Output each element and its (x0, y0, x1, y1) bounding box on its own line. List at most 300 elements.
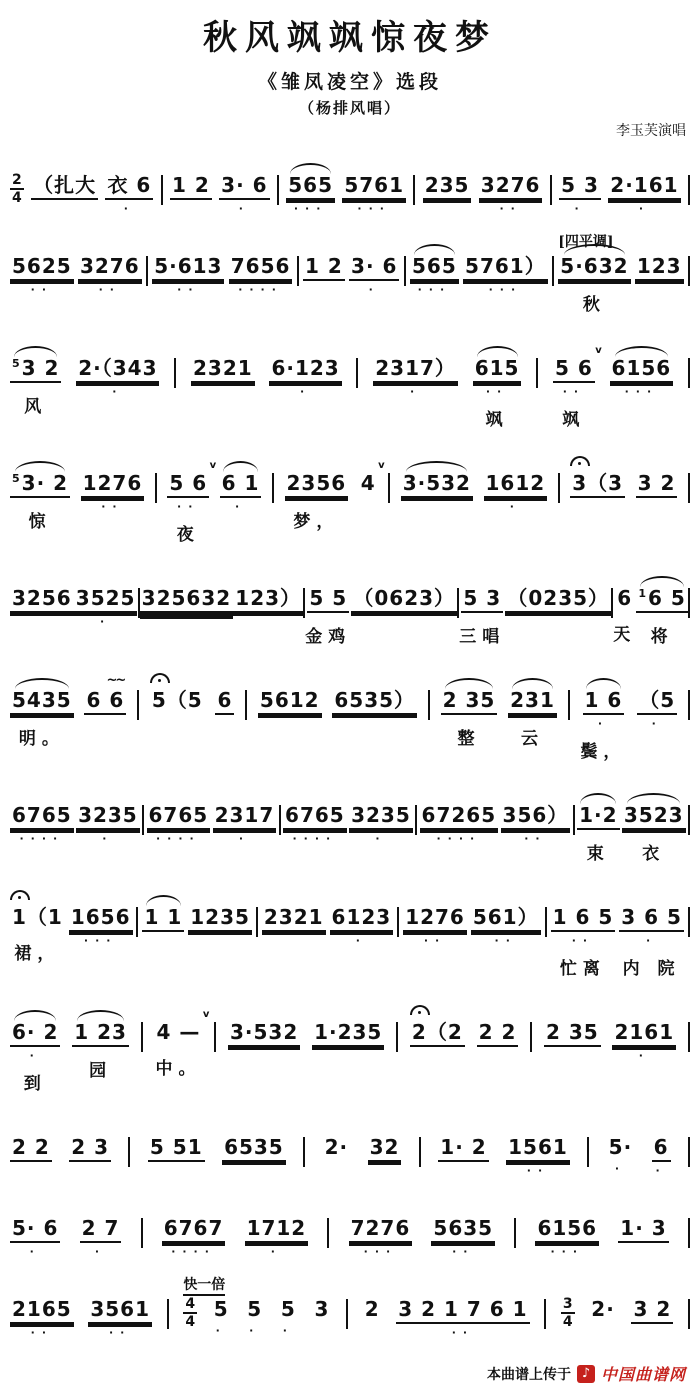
breath-mark: v (595, 345, 603, 356)
slur-arc (477, 346, 518, 357)
note-token: 6765 (10, 804, 74, 830)
note-token: 1· 3 (618, 1217, 668, 1243)
barline (688, 1218, 690, 1248)
note-cell (245, 1217, 309, 1256)
note-cell (215, 689, 234, 715)
score-line (8, 1136, 692, 1175)
note-token: 6· 2 (10, 1021, 60, 1047)
barline (245, 690, 247, 720)
slur-arc (15, 461, 65, 472)
barline (536, 358, 538, 388)
score-line (8, 174, 692, 213)
note-cell (88, 1298, 152, 1337)
note-token: 6767 (162, 1217, 226, 1243)
note-token: 1276 (81, 472, 145, 498)
note-token: 5·613 (152, 255, 224, 281)
note-token: 3523 (622, 804, 686, 830)
note-cell (76, 804, 140, 843)
barline (428, 690, 430, 720)
octave-dots: · (574, 202, 586, 215)
note-token: 1612 (484, 472, 548, 498)
score-line (8, 673, 692, 762)
note-token: 5 3 (461, 587, 503, 613)
octave-dots: ·· (177, 283, 200, 296)
breath-mark: v (209, 460, 218, 471)
note-token: 5· 6 (10, 1217, 60, 1243)
octave-dots: ···· (19, 832, 65, 845)
note-cell (69, 1136, 111, 1162)
note-cell (558, 234, 630, 315)
lyric-text: 秋 (582, 295, 606, 315)
octave-dots: ···· (171, 1245, 216, 1258)
note-token: 6765 (283, 804, 347, 830)
octave-dots: ··· (624, 385, 659, 398)
note-cell (312, 1298, 331, 1322)
slur-arc (77, 1010, 125, 1021)
octave-dots: ··· (293, 202, 328, 215)
barline (141, 1022, 143, 1052)
note-token: （5 (637, 689, 677, 715)
note-token: $^5$3· 2 (10, 472, 70, 498)
note-cell (561, 1298, 575, 1330)
note-cell (501, 804, 571, 843)
note-cell (170, 174, 212, 200)
octave-dots: · (94, 1245, 107, 1258)
time-signature-bottom: 4 (185, 1314, 196, 1330)
note-cell (479, 174, 543, 213)
note-token: 1 1 (142, 906, 184, 932)
note-cell (10, 255, 74, 294)
lyric-text: 惊 (28, 512, 52, 532)
lyric-text: 整 (457, 729, 481, 749)
note-token: 3276 (479, 174, 543, 200)
score-line (8, 1217, 692, 1256)
barline (688, 907, 690, 937)
slur-arc (580, 793, 616, 804)
trill-mark: ~~ (106, 673, 125, 688)
octave-dots: ···· (238, 283, 283, 296)
octave-dots: ···· (155, 832, 201, 845)
performer-credit: 李玉芙演唱 (616, 123, 686, 139)
slur-arc (290, 163, 331, 174)
note-cell (81, 472, 145, 511)
octave-dots: · (638, 1049, 650, 1062)
lyric-text: 到 (23, 1074, 47, 1094)
note-cell (76, 357, 159, 396)
note-cell (551, 906, 616, 979)
note-token: 565 (410, 255, 459, 281)
octave-dots: ··· (83, 934, 118, 947)
note-token: 3 2 (631, 1298, 673, 1324)
barline (396, 1022, 398, 1052)
note-cell (10, 689, 74, 749)
barline (587, 1137, 589, 1167)
score-line (8, 587, 692, 647)
note-cell (269, 357, 341, 396)
note-token: 6 (617, 586, 633, 610)
note-cell (580, 689, 626, 762)
octave-dots: · (409, 385, 422, 398)
barline (552, 256, 554, 286)
barline (545, 907, 547, 937)
note-cell (305, 587, 351, 647)
barline (327, 1218, 329, 1248)
note-cell (577, 804, 619, 864)
octave-dots: · (299, 385, 312, 398)
slur-arc (14, 346, 57, 357)
time-signature (10, 172, 24, 206)
note-token: 5 (247, 1297, 263, 1321)
note-token: 2165 (10, 1298, 74, 1324)
note-token: 565 (286, 174, 335, 200)
note-token: 3276 (78, 255, 142, 281)
barline (688, 588, 690, 618)
octave-dots: · (355, 934, 367, 947)
note-cell (349, 804, 413, 843)
note-token: 6123 (330, 906, 394, 932)
note-token: 6·123 (269, 357, 341, 383)
note-cell (155, 1009, 211, 1079)
lyric-text: 鬓， (580, 742, 627, 762)
note-cell (459, 587, 505, 647)
note-token: 1 6 5 (551, 906, 616, 932)
note-token: 123） (233, 587, 303, 613)
note-cell (10, 1021, 60, 1094)
barline (568, 690, 570, 720)
note-token: 3 (314, 1297, 330, 1321)
barline (146, 256, 148, 286)
slur-arc (586, 678, 621, 689)
score-line (8, 804, 692, 864)
note-token: 2（2 (410, 1021, 465, 1047)
note-cell (368, 1136, 402, 1162)
barline (137, 690, 139, 720)
note-cell (631, 1298, 673, 1324)
octave-dots: ··· (357, 202, 391, 215)
note-token: 1 6 (583, 689, 625, 715)
note-token: 2·（343 (76, 357, 159, 383)
note-token: 5 (280, 1297, 296, 1321)
octave-dots: ··· (550, 1245, 585, 1258)
barline (214, 1022, 216, 1052)
note-cell (351, 587, 457, 613)
lyric-text: 飒 (485, 410, 509, 430)
note-token: 6535） (332, 689, 417, 715)
time-signature (183, 1296, 197, 1330)
lyric-text: 园 (89, 1061, 113, 1081)
score-line (8, 234, 692, 315)
note-token: 3235 (76, 804, 140, 830)
slur-arc (146, 895, 181, 906)
note-cell (10, 1136, 52, 1162)
note-token: 3561 (88, 1298, 152, 1324)
barline (279, 805, 281, 835)
octave-dots: ·· (177, 500, 200, 513)
slur-arc (414, 244, 455, 255)
note-token: 1· 2 (438, 1136, 488, 1162)
barline (155, 473, 157, 503)
note-cell (636, 472, 678, 498)
lyric-text: 飒 (562, 410, 586, 430)
barline (550, 175, 552, 205)
note-cell (612, 1021, 676, 1060)
note-token: （0623） (351, 587, 457, 613)
barline (688, 1137, 690, 1167)
note-cell (286, 174, 335, 213)
note-cell (508, 689, 557, 749)
note-token: 6 6 ~~ (84, 689, 126, 715)
note-cell (140, 587, 234, 613)
note-token: 67265 (420, 804, 499, 830)
note-token: 5635 (431, 1217, 495, 1243)
note-cell (228, 1021, 300, 1047)
note-token: （0235） (505, 587, 611, 613)
barline (161, 175, 163, 205)
note-token: 1656 (69, 906, 133, 932)
note-cell (589, 1298, 617, 1322)
barline (356, 358, 358, 388)
score-line (8, 1009, 692, 1094)
octave-dots: · (638, 202, 651, 215)
note-cell (279, 1298, 298, 1335)
octave-dots: · (249, 1324, 261, 1337)
note-cell (219, 174, 269, 213)
note-token: 3 6 5 (619, 906, 684, 932)
lyric-text: 忙离 (559, 959, 606, 979)
note-token: $^1$6 5 (636, 587, 687, 613)
note-token: 1 23 (72, 1021, 129, 1047)
fermata-mark (150, 673, 170, 683)
note-token: 5625 (10, 255, 74, 281)
note-cell (613, 587, 636, 645)
barline (413, 175, 415, 205)
barline (688, 690, 690, 720)
time-signature-bottom: 4 (12, 190, 22, 206)
note-token: 6 (215, 689, 234, 715)
octave-dots: ·· (108, 1326, 132, 1339)
note-token: 2 35 (441, 689, 498, 715)
octave-dots: · (509, 500, 521, 513)
octave-dots: ··· (363, 1245, 398, 1258)
note-cell (78, 255, 142, 294)
score-line (8, 345, 692, 430)
score-line (8, 1277, 692, 1339)
note-token: 2 2 (10, 1136, 52, 1162)
note-cell (162, 1217, 226, 1256)
note-cell (312, 1021, 384, 1047)
note-token: 3256 (10, 587, 74, 613)
octave-dots: · (215, 1324, 227, 1337)
lyric-text: 风 (24, 397, 48, 417)
barline (688, 1022, 690, 1052)
upload-note: 本曲谱上传于 (486, 1366, 571, 1383)
note-token: 5761） (463, 255, 548, 281)
slur-arc (223, 461, 258, 472)
note-cell (262, 906, 326, 932)
time-signature-top: 2 (12, 172, 22, 188)
note-cell (619, 906, 684, 979)
octave-dots: ·· (526, 1164, 550, 1177)
note-token: 2 35 (544, 1021, 601, 1047)
lyric-text: 裙， (14, 944, 61, 964)
note-token: 6 1 (220, 472, 262, 498)
note-token: 3·532 (401, 472, 473, 498)
note-token: 2317） (373, 357, 458, 383)
grace-note: 1 (638, 587, 648, 601)
note-cell (150, 689, 205, 713)
lyric-text: 衣 (642, 844, 666, 864)
note-cell (10, 1217, 60, 1256)
time-signature-bottom: 4 (562, 1314, 573, 1330)
note-token: 6156 (610, 357, 674, 383)
octave-dots: · (597, 717, 610, 730)
barline (558, 473, 560, 503)
fermata-mark (10, 890, 30, 900)
score-line (8, 460, 692, 545)
note-cell (80, 1217, 122, 1256)
note-token: 5 3 (559, 174, 601, 200)
slur-arc (15, 678, 68, 689)
lyric-text: 夜 (176, 525, 200, 545)
note-token: 2 (364, 1297, 380, 1321)
note-token: 3· 6 (219, 174, 269, 200)
barline (419, 1137, 421, 1167)
note-cell (332, 689, 417, 715)
octave-dots: · (238, 202, 250, 215)
note-token: 2 2 (477, 1021, 519, 1047)
note-token: 1 2 (303, 255, 345, 281)
note-token: 2161 (612, 1021, 676, 1047)
lyric-text: 天 (613, 625, 637, 645)
note-token: 2·161 (608, 174, 680, 200)
note-cell (635, 255, 684, 281)
note-cell (637, 689, 677, 728)
note-cell (410, 1021, 465, 1047)
barline (277, 175, 279, 205)
barline (688, 1299, 690, 1329)
note-cell (229, 255, 293, 294)
octave-dots: · (614, 1162, 627, 1175)
note-token: 32 (368, 1136, 402, 1162)
note-cell (258, 689, 322, 715)
note-cell (610, 357, 674, 396)
barline (142, 805, 144, 835)
note-cell (473, 357, 522, 430)
note-token: 3（3 (570, 472, 625, 498)
note-token: 7276 (349, 1217, 413, 1243)
note-token: 1 2 (170, 174, 212, 200)
note-cell (191, 357, 255, 383)
note-cell (330, 906, 394, 945)
note-token: 1（1 (10, 906, 65, 930)
slur-arc (512, 678, 553, 689)
octave-dots: · (112, 385, 124, 398)
note-token: 1·235 (312, 1021, 384, 1047)
note-cell (167, 460, 218, 545)
note-token: 6156 (535, 1217, 599, 1243)
note-cell (553, 345, 603, 430)
barline (174, 358, 176, 388)
barline (136, 907, 138, 937)
note-cell (349, 255, 399, 294)
barline (688, 358, 690, 388)
note-token: 3 2 (636, 472, 678, 498)
note-token: 4 v (360, 460, 386, 495)
octave-dots: · (282, 1324, 294, 1337)
note-token: 1235 (188, 906, 252, 932)
octave-dots: · (645, 934, 658, 947)
barline (256, 907, 258, 937)
octave-dots: · (234, 500, 247, 513)
breath-mark: v (202, 1009, 211, 1020)
note-token: 356） (501, 804, 571, 830)
note-cell (438, 1136, 488, 1162)
slur-arc (627, 793, 680, 804)
note-cell (283, 804, 347, 843)
lyric-text: 将 (650, 627, 674, 647)
barline (404, 256, 406, 286)
lyric-text: 明。 (18, 729, 65, 749)
note-cell (652, 1136, 671, 1175)
note-token: 3· 6 (349, 255, 399, 281)
barline (141, 1218, 143, 1248)
footer (487, 1362, 686, 1385)
octave-dots: · (270, 1245, 282, 1258)
note-token: 1·2 (577, 804, 619, 830)
note-cell (423, 174, 472, 200)
mode-label: [四平调] (558, 234, 614, 250)
note-token: 5·632 (558, 255, 630, 281)
note-cell (183, 1277, 226, 1330)
note-cell (431, 1217, 495, 1256)
note-token: 5761 (342, 174, 406, 200)
note-cell (31, 174, 98, 200)
barline (388, 473, 390, 503)
singer-note: （杨排风唱） (298, 99, 401, 117)
note-token: $^5$3 2 (10, 357, 61, 383)
note-token: 7656 (229, 255, 293, 281)
note-token: 5435 (10, 689, 74, 715)
note-token: 2321 (191, 357, 255, 383)
note-cell (220, 472, 262, 511)
octave-dots: ·· (423, 934, 447, 947)
octave-dots: ··· (417, 283, 452, 296)
note-token: 5 6 v (167, 472, 209, 498)
note-cell (471, 906, 541, 945)
barline (573, 805, 575, 835)
note-cell (10, 804, 74, 843)
note-cell (303, 255, 345, 281)
octave-dots: · (102, 832, 114, 845)
octave-dots: ·· (30, 1326, 54, 1339)
note-cell (441, 689, 498, 749)
fermata-mark (570, 456, 590, 466)
note-cell (69, 906, 133, 945)
site-logo-icon: ♪ (577, 1365, 595, 1383)
note-token: 3 2 1 7 6 1 (396, 1298, 529, 1324)
note-token: 6535 (222, 1136, 286, 1162)
octave-dots: · (238, 832, 250, 845)
note-cell (188, 906, 252, 932)
note-token: 615 (473, 357, 522, 383)
note-cell (148, 1136, 205, 1162)
octave-dots: ···· (436, 832, 482, 845)
note-cell (363, 1298, 382, 1322)
note-token: 2 7 (80, 1217, 122, 1243)
note-token: 2 3 (69, 1136, 111, 1162)
note-cell (359, 460, 386, 496)
lyric-text: 中。 (155, 1059, 202, 1079)
